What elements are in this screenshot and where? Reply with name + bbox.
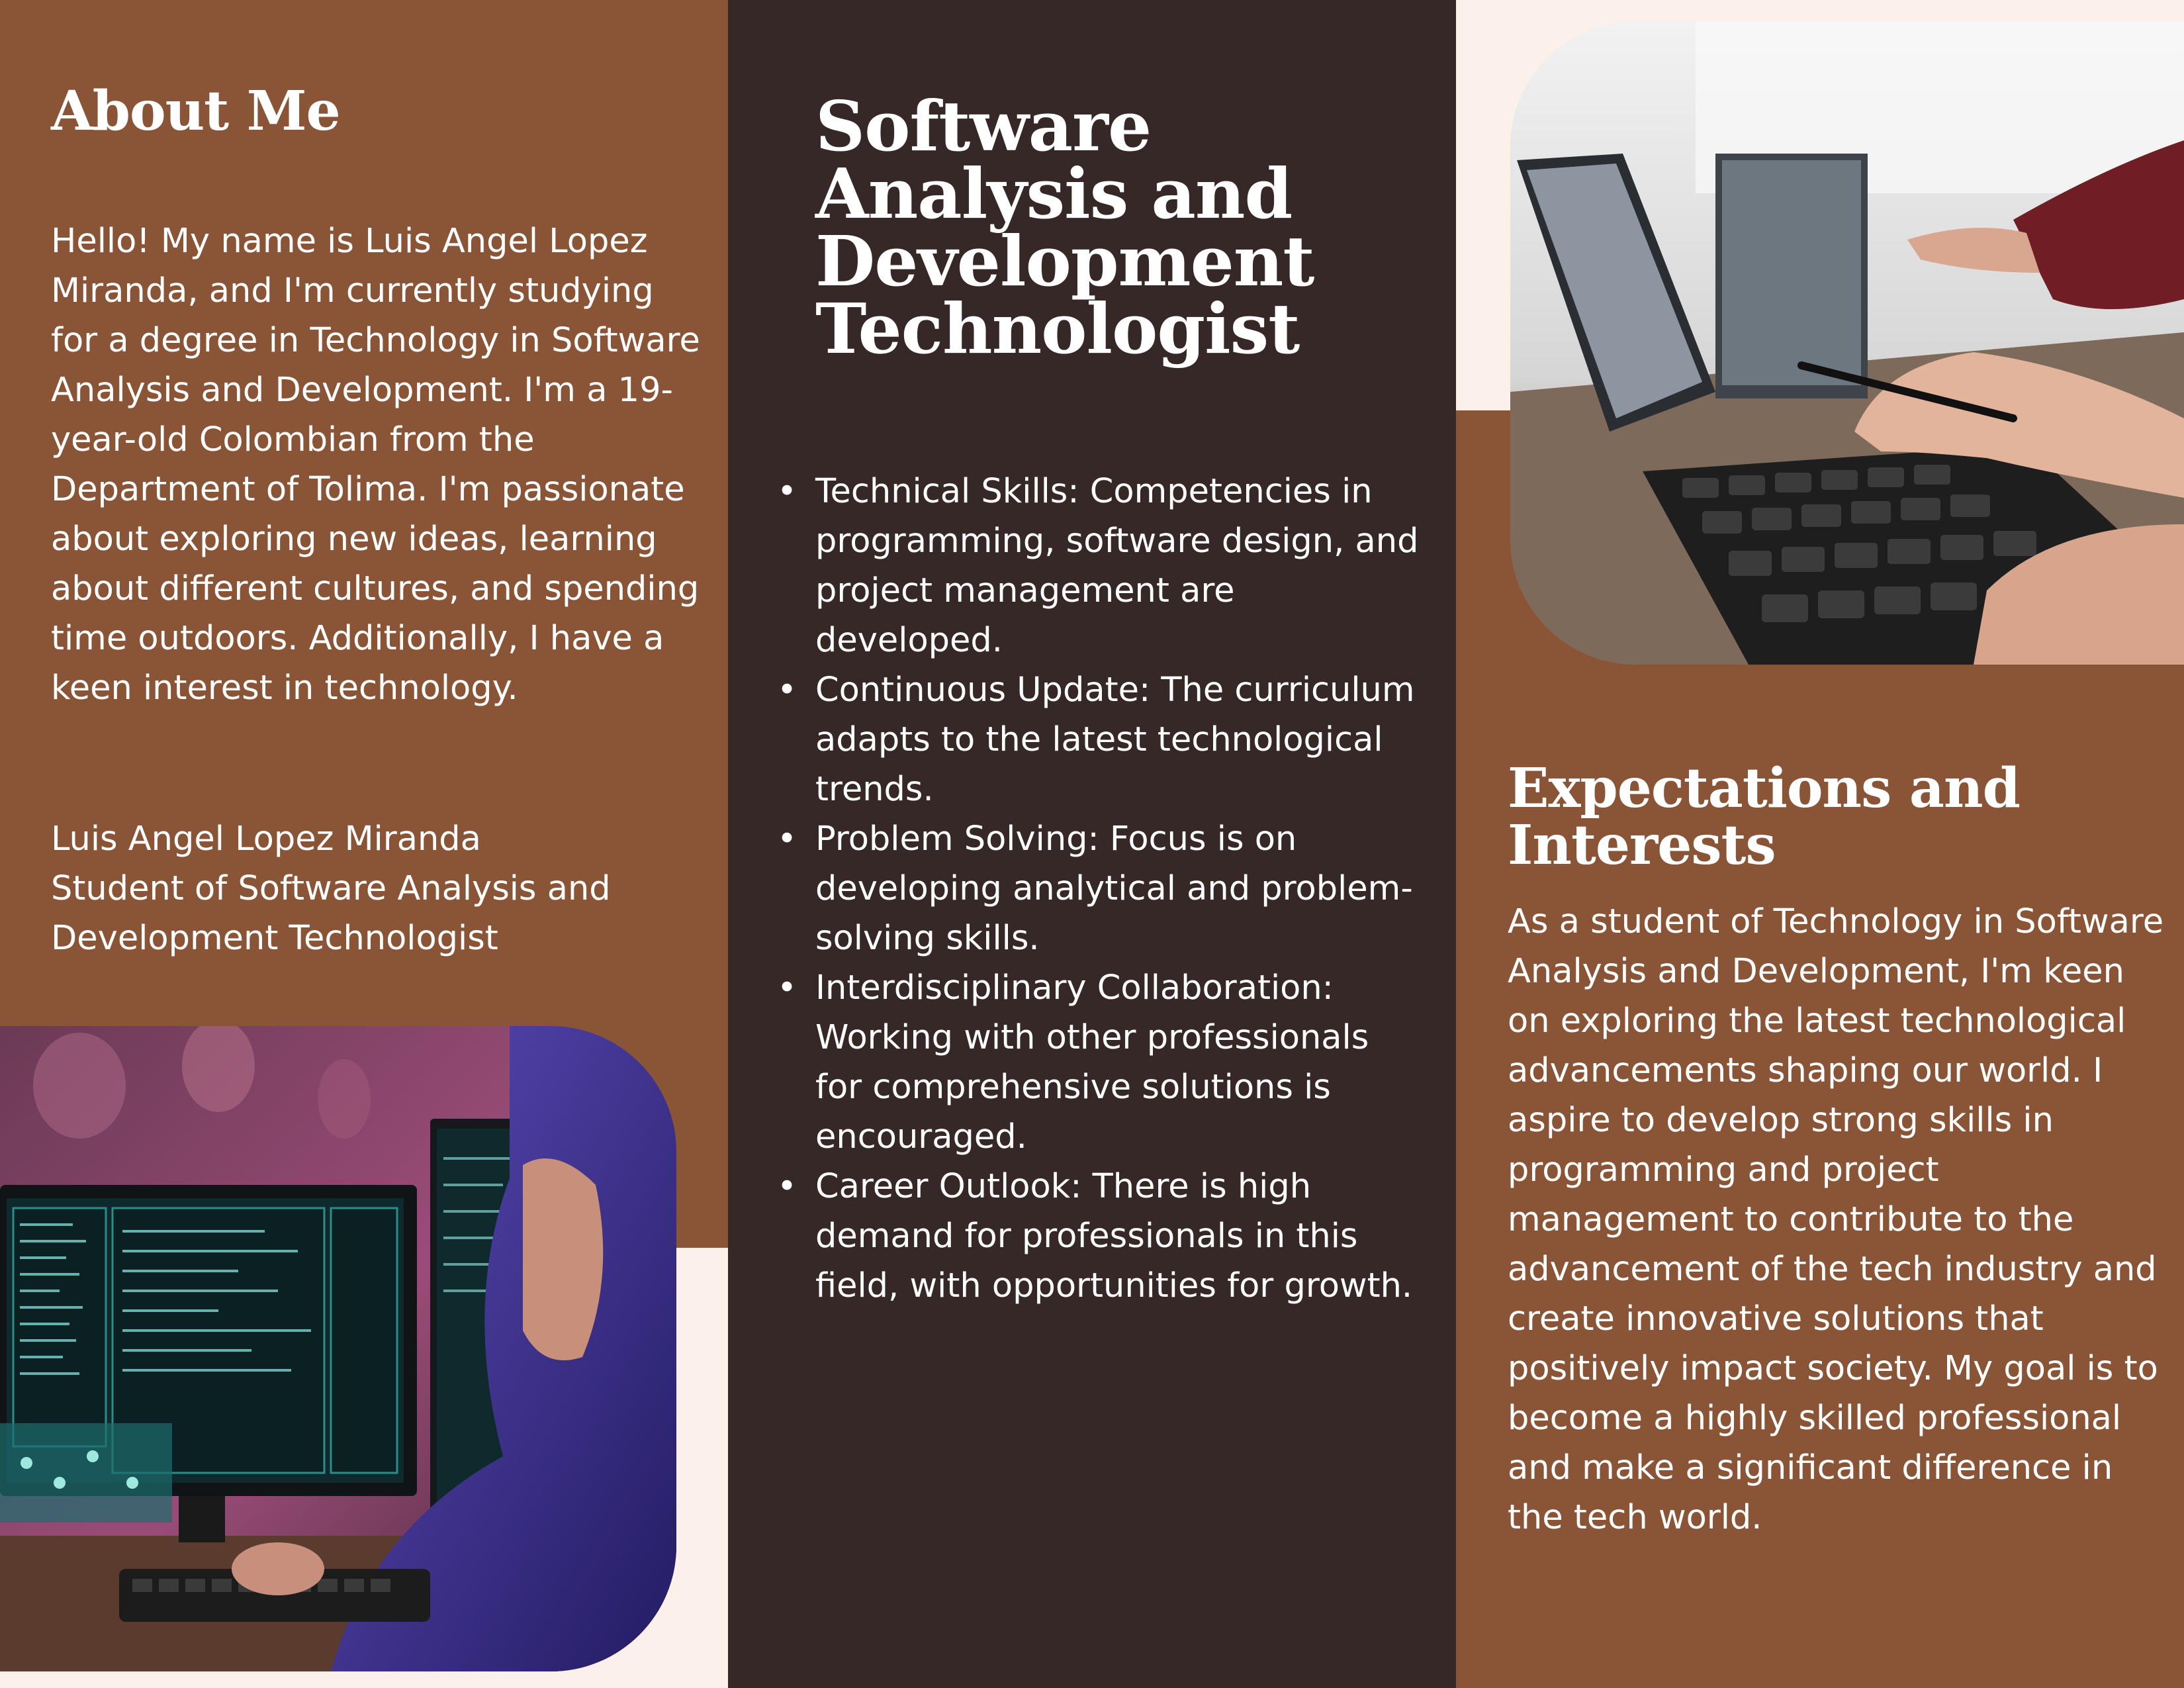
list-item: [777, 814, 1424, 963]
list-item-text: Problem Solving: Focus is on developing analytical and problem-solving skills.: [815, 820, 1413, 958]
list-item-text: Technical Skills: Competencies in programming, software design, and project management are developed.: [815, 472, 1419, 660]
developer-at-computer-photo: [0, 1026, 676, 1671]
bullet-icon: •: [777, 1167, 797, 1206]
list-item: [777, 1162, 1424, 1311]
expectations-heading: Expectations and Interests: [1508, 757, 2020, 877]
bullet-icon: •: [777, 968, 797, 1008]
list-item-text: Continuous Update: The curriculum adapts to the latest technological trends.: [815, 671, 1415, 809]
list-item: [777, 665, 1424, 814]
skills-list: [777, 467, 1424, 1311]
program-title: Software Analysis and Development Technologist: [815, 85, 1314, 369]
bullet-icon: •: [777, 671, 797, 710]
list-item: [777, 963, 1424, 1162]
signature: [51, 814, 706, 963]
list-item-text: Career Outlook: There is high demand for professionals in this field, with opportunities for growth.: [815, 1167, 1413, 1305]
about-heading: About Me: [51, 79, 340, 143]
about-body: Hello! My name is Luis Angel Lopez Miranda, and I'm currently studying for a degree in Technology in Software Analysis and Development. I'm a 19-year-old Colombian from the Department of Tolima. I'm passionate about exploring new ideas, learning about different cultures, and spending time outdoors. Additionally, I have a keen interest in technology.: [51, 222, 700, 708]
bullet-icon: •: [777, 472, 797, 511]
expectations-body: As a student of Technology in Software Analysis and Development, I'm keen on exploring the latest technological advancements shaping our world. I aspire to develop strong skills in programming and project management to contribute to the advancement of the tech industry and create innovative solutions that positively impact society. My goal is to become a highly skilled professional and make a significant difference in the tech world.: [1508, 902, 2164, 1537]
signature-role: Student of Software Analysis and Development Technologist: [51, 869, 611, 958]
left-panel: [0, 0, 728, 1688]
list-item: [777, 467, 1424, 665]
signature-name: Luis Angel Lopez Miranda: [51, 820, 481, 859]
bullet-icon: •: [777, 820, 797, 859]
list-item-text: Interdisciplinary Collaboration: Working with other professionals for comprehensive solutions is encouraged.: [815, 968, 1369, 1156]
hands-typing-keyboard-photo: [1510, 21, 2184, 665]
